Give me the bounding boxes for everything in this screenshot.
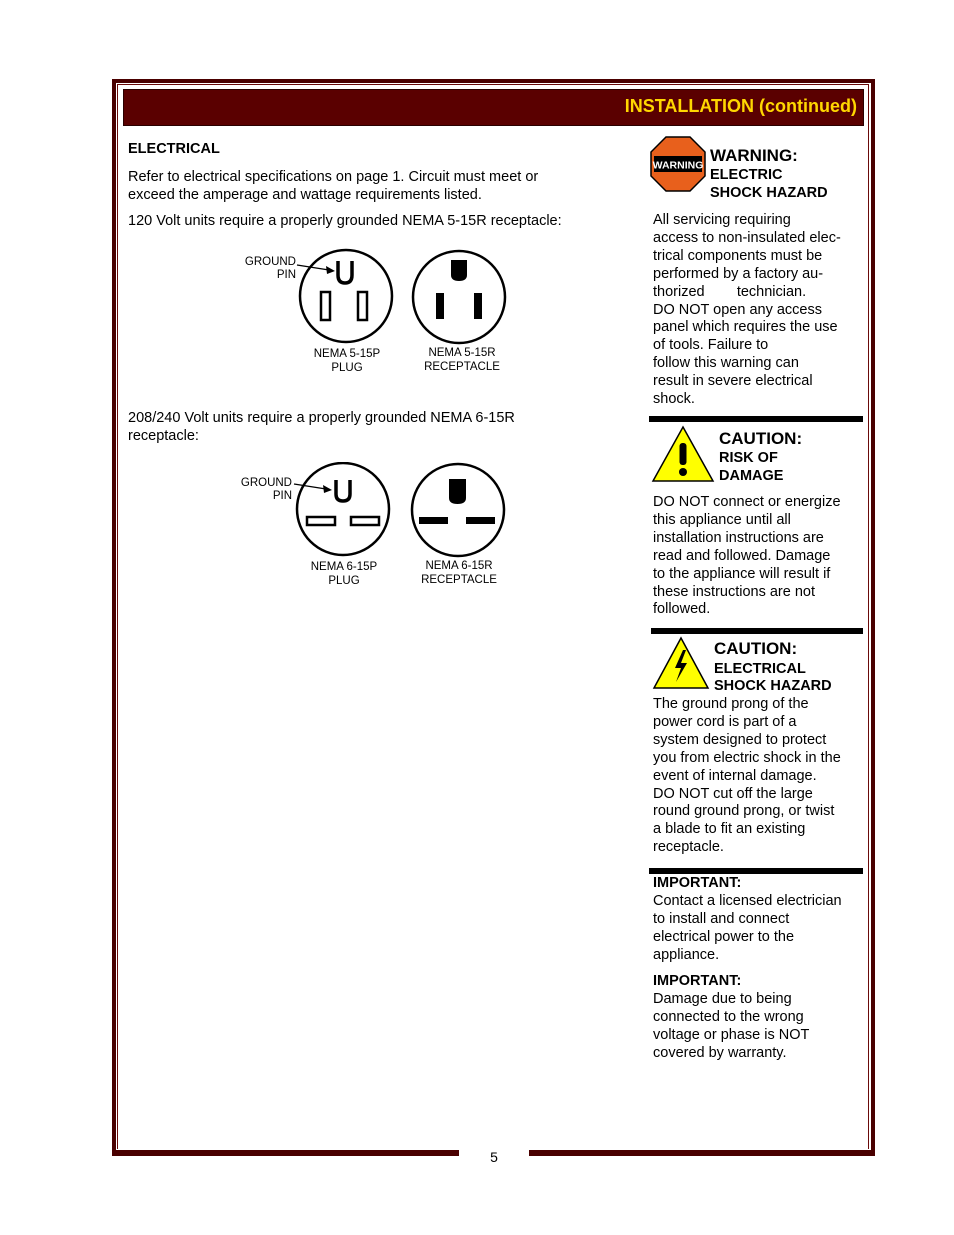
warning-line: follow this warning can — [653, 355, 799, 372]
divider-rule — [651, 628, 863, 634]
important2-line: voltage or phase is NOT — [653, 1026, 810, 1043]
caution1-line: to the appliance will result if — [653, 565, 831, 582]
section-title: INSTALLATION (continued) — [624, 96, 857, 116]
ground-label-2: PIN — [272, 490, 292, 502]
receptacle-ground-hole — [451, 260, 467, 281]
important1-title: IMPORTANT: — [653, 875, 742, 891]
section-header — [123, 89, 864, 126]
electrical-para3-line2: receptacle: — [128, 428, 199, 444]
caution1-sub-1: RISK OF — [719, 450, 778, 466]
ground-label-1: GROUND — [244, 256, 296, 268]
important2-line: Damage due to being — [653, 990, 792, 1007]
important2-title: IMPORTANT: — [653, 973, 742, 989]
electrical-para2: 120 Volt units require a properly grounded NEMA 5-15R receptacle: — [128, 213, 562, 229]
caution2-line: a blade to fit an existing — [653, 821, 806, 838]
nema-5-15-diagram — [235, 245, 515, 380]
plug-blade-left — [307, 517, 335, 525]
important2-block — [653, 973, 863, 1063]
caution2-line: event of internal damage. — [653, 767, 817, 784]
plug-label-1: NEMA 6-15P — [310, 561, 378, 573]
warning-line: thorized technician. — [653, 283, 807, 300]
caution-exclamation-icon — [651, 425, 715, 488]
caution-lightning-icon — [652, 636, 710, 695]
page-number: 5 — [490, 1149, 498, 1165]
caution2-line: DO NOT cut off the large — [653, 785, 813, 802]
receptacle-slot-right — [474, 293, 482, 319]
warning-sub-2: SHOCK HAZARD — [710, 185, 828, 201]
electrical-para1-line2: exceed the amperage and wattage requirements listed. — [128, 187, 482, 203]
caution2-line: round ground prong, or twist — [653, 803, 835, 820]
important2-line: connected to the wrong — [653, 1008, 804, 1025]
caution2-line: system designed to protect — [653, 731, 827, 748]
important1-line: Contact a licensed electrician — [653, 892, 842, 909]
receptacle-slot-left — [436, 293, 444, 319]
footer-rule-right — [529, 1150, 875, 1156]
caution1-line: installation instructions are — [653, 529, 824, 546]
warning-line: performed by a factory au- — [653, 265, 824, 282]
receptacle-6-15r-face — [412, 464, 504, 556]
receptacle-ground-hole — [449, 479, 466, 504]
divider-rule — [649, 868, 863, 874]
caution1-line: these instructions are not — [653, 583, 816, 600]
plug-6-15p-face — [297, 463, 389, 555]
warning-line: DO NOT open any access — [653, 301, 822, 318]
ground-label-2: PIN — [276, 269, 296, 281]
important1-line: electrical power to the — [653, 928, 795, 945]
caution2-sub-2: SHOCK HAZARD — [714, 678, 832, 694]
caution1-line: read and followed. Damage — [653, 547, 831, 564]
receptacle-label-2: RECEPTACLE — [421, 574, 497, 586]
plug-5-15p-face — [300, 250, 392, 342]
caution2-sub-1: ELECTRICAL — [714, 661, 806, 677]
caution1-title: CAUTION: — [719, 429, 803, 448]
divider-rule — [649, 416, 863, 422]
warning-sub-1: ELECTRIC — [710, 167, 783, 183]
warning-line: trical components must be — [653, 247, 823, 264]
caution2-line: The ground prong of the — [653, 696, 809, 712]
caution1-line: followed. — [653, 601, 711, 618]
caution2-line: power cord is part of a — [653, 713, 797, 730]
warning-line: of tools. Failure to — [653, 337, 769, 354]
ground-label-1: GROUND — [240, 477, 292, 489]
warning-octagon-icon — [650, 136, 706, 197]
electrical-para1-line1: Refer to electrical specifications on page 1. Circuit must meet or — [128, 169, 539, 185]
warning-line: shock. — [653, 391, 695, 408]
receptacle-label-2: RECEPTACLE — [424, 361, 500, 373]
receptacle-slot-right — [466, 517, 495, 524]
caution1-line: DO NOT connect or energize — [653, 494, 841, 510]
important1-block — [653, 875, 863, 965]
electrical-heading: ELECTRICAL — [128, 141, 220, 157]
footer-rule-left — [112, 1150, 459, 1156]
electrical-para3-line1: 208/240 Volt units require a properly grounded NEMA 6-15R — [128, 410, 515, 426]
important2-line: covered by warranty. — [653, 1044, 787, 1061]
warning-line: panel which requires the use — [653, 319, 838, 336]
nema-6-15-diagram — [232, 462, 512, 597]
plug-blade-right — [358, 292, 367, 320]
plug-label-1: NEMA 5-15P — [313, 348, 381, 360]
plug-label-2: PLUG — [331, 362, 363, 374]
receptacle-label-1: NEMA 5-15R — [428, 347, 496, 359]
warning-badge-text: WARNING — [652, 159, 704, 172]
caution1-body — [653, 494, 863, 619]
warning-body — [653, 212, 863, 409]
warning-line: result in severe electrical — [653, 373, 813, 390]
warning-title: WARNING: — [710, 146, 798, 165]
warning-line: All servicing requiring — [653, 212, 791, 228]
plug-blade-right — [351, 517, 379, 525]
plug-blade-left — [321, 292, 330, 320]
warning-line: access to non-insulated elec- — [653, 229, 841, 246]
caution2-line: receptacle. — [653, 839, 724, 856]
plug-label-2: PLUG — [328, 575, 360, 587]
caution2-title: CAUTION: — [714, 639, 798, 658]
important1-line: appliance. — [653, 946, 720, 963]
caution2-body — [653, 696, 863, 857]
caution1-line: this appliance until all — [653, 511, 791, 528]
important1-line: to install and connect — [653, 910, 790, 927]
caution1-sub-2: DAMAGE — [719, 468, 784, 484]
receptacle-label-1: NEMA 6-15R — [425, 560, 493, 572]
receptacle-slot-left — [419, 517, 448, 524]
caution2-line: you from electric shock in the — [653, 749, 841, 766]
